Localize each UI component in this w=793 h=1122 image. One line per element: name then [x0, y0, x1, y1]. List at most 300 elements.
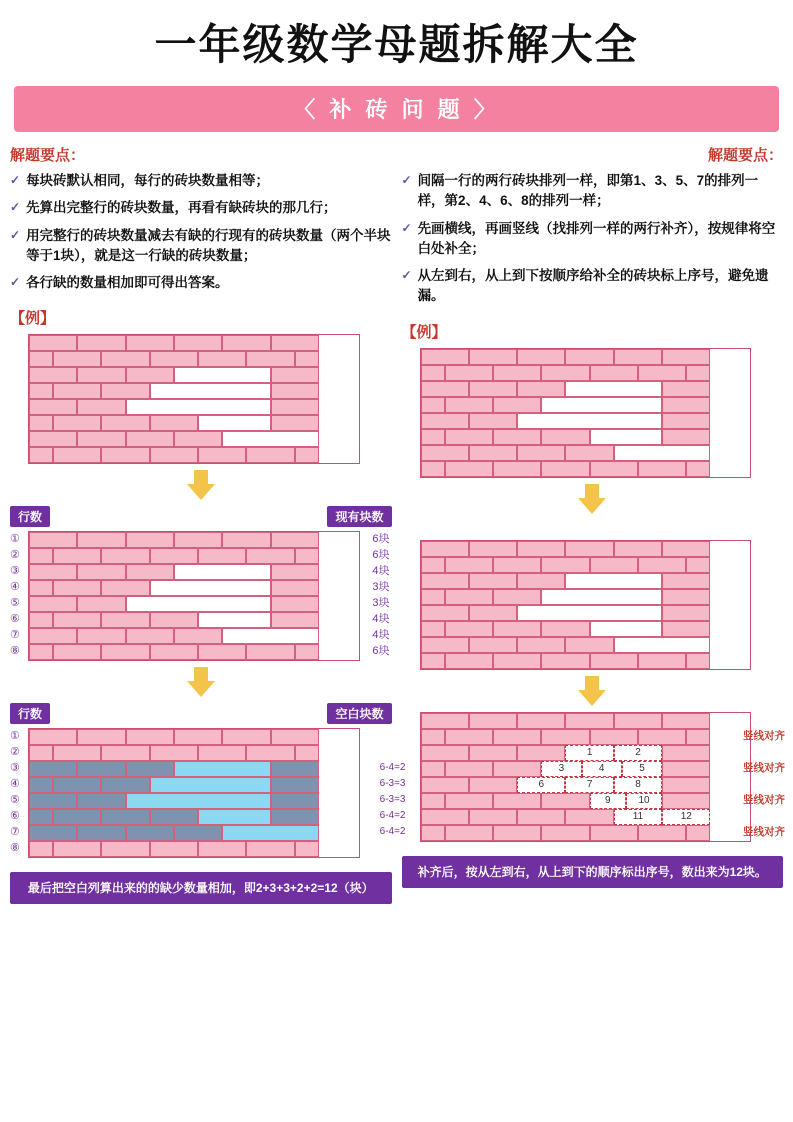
right-wall-numbered — [420, 712, 752, 842]
brick — [686, 653, 710, 669]
brick — [271, 809, 319, 825]
brick — [590, 653, 638, 669]
brick — [493, 793, 541, 809]
brick-row — [421, 541, 751, 557]
brick — [77, 825, 125, 841]
brick — [126, 628, 174, 644]
brick — [271, 580, 319, 596]
brick — [493, 429, 541, 445]
brick — [101, 447, 149, 463]
brick — [614, 349, 662, 365]
brick — [686, 729, 710, 745]
brick-row — [29, 335, 359, 351]
brick — [638, 461, 686, 477]
brick-row — [29, 596, 359, 612]
brick — [421, 349, 469, 365]
brick — [222, 532, 270, 548]
brick — [53, 447, 101, 463]
brick — [445, 397, 493, 413]
brick — [590, 365, 638, 381]
brick — [174, 532, 222, 548]
brick-row — [421, 429, 751, 445]
brick — [469, 777, 517, 793]
row-number: ① — [10, 533, 20, 546]
brick-row — [29, 580, 359, 596]
brick — [198, 644, 246, 660]
brick — [101, 809, 149, 825]
align-note: 竖线对齐 — [743, 729, 785, 742]
brick — [126, 761, 174, 777]
row-number: ② — [10, 746, 20, 759]
brick-gap — [174, 564, 271, 580]
brick — [493, 729, 541, 745]
brick — [295, 447, 319, 463]
left-equations — [380, 760, 406, 840]
brick — [271, 729, 319, 745]
left-labels-2 — [10, 703, 392, 724]
brick — [421, 557, 445, 573]
arrow-stem — [194, 470, 208, 484]
right-wall-horizontal-lines — [420, 540, 752, 670]
brick-gap — [198, 612, 271, 628]
brick — [517, 573, 565, 589]
brick — [421, 793, 445, 809]
brick — [101, 415, 149, 431]
right-keypoints-heading: 解题要点： — [707, 147, 783, 164]
brick — [29, 777, 53, 793]
brick-row — [421, 621, 751, 637]
brick — [421, 745, 469, 761]
brick — [295, 841, 319, 857]
brick — [541, 729, 589, 745]
row-number: ③ — [10, 565, 20, 578]
brick-filled-numbered: 7 — [565, 777, 613, 793]
brick — [421, 653, 445, 669]
left-wall-highlight — [28, 728, 360, 858]
brick-filled-numbered: 2 — [614, 745, 662, 761]
brick — [421, 621, 445, 637]
brick — [53, 580, 101, 596]
brick — [271, 367, 319, 383]
brick — [421, 825, 445, 841]
brick-filled-numbered: 12 — [662, 809, 710, 825]
brick — [493, 397, 541, 413]
brick — [445, 557, 493, 573]
brick — [638, 557, 686, 573]
brick — [150, 809, 198, 825]
check-icon: ✓ — [10, 173, 21, 187]
brick — [29, 335, 77, 351]
brick-gap — [517, 413, 662, 429]
brick — [421, 605, 469, 621]
content-columns — [0, 132, 793, 904]
brick — [77, 564, 125, 580]
brick — [77, 729, 125, 745]
brick — [421, 429, 445, 445]
row-count-tag-2: 行数 — [10, 703, 50, 724]
brick-gap — [198, 415, 271, 431]
brick — [222, 729, 270, 745]
list-item — [10, 226, 392, 267]
brick — [421, 777, 469, 793]
arrow-head-icon — [187, 681, 215, 697]
brick — [29, 612, 53, 628]
brick — [271, 777, 319, 793]
brick — [421, 461, 445, 477]
brick — [174, 825, 222, 841]
brick-row — [421, 713, 751, 729]
brick — [29, 644, 53, 660]
brick — [198, 548, 246, 564]
brick — [29, 809, 53, 825]
brick — [421, 713, 469, 729]
left-column — [10, 144, 406, 904]
brick — [53, 415, 101, 431]
brick-filled-numbered: 4 — [582, 761, 622, 777]
title-section — [0, 0, 793, 76]
brick — [614, 541, 662, 557]
brick — [686, 825, 710, 841]
brick — [469, 541, 517, 557]
left-labels-1 — [10, 506, 392, 527]
brick — [469, 413, 517, 429]
brick — [77, 628, 125, 644]
row-number: ⑦ — [10, 826, 20, 839]
brick — [662, 713, 710, 729]
brick-row — [421, 637, 751, 653]
brick — [77, 399, 125, 415]
brick — [150, 548, 198, 564]
brick — [101, 383, 149, 399]
brick — [150, 841, 198, 857]
left-row-numbers-2 — [10, 728, 20, 856]
row-count-tag: 行数 — [10, 506, 50, 527]
right-wall-1-wrap — [420, 348, 752, 478]
brick — [29, 415, 53, 431]
brick — [29, 793, 77, 809]
brick — [126, 367, 174, 383]
row-brick-count: 3块 — [372, 597, 390, 610]
check-icon: ✓ — [10, 275, 21, 289]
row-equation: 6-4=2 — [379, 826, 406, 838]
brick — [150, 447, 198, 463]
brick — [421, 729, 445, 745]
brick — [686, 557, 710, 573]
brick — [271, 761, 319, 777]
brick — [53, 841, 101, 857]
brick — [101, 580, 149, 596]
list-item — [10, 171, 392, 191]
brick — [421, 589, 445, 605]
row-number: ⑤ — [10, 597, 20, 610]
brick — [662, 349, 710, 365]
brick-row — [421, 729, 751, 745]
brick — [271, 564, 319, 580]
brick-row — [29, 628, 359, 644]
row-equation: 6-4=2 — [379, 762, 406, 774]
brick-row — [421, 761, 751, 777]
row-equation: 6-4=2 — [379, 810, 406, 822]
brick — [246, 351, 294, 367]
brick — [295, 745, 319, 761]
brick — [222, 825, 319, 841]
brick — [246, 841, 294, 857]
brick — [662, 589, 710, 605]
brick — [445, 653, 493, 669]
brick — [541, 621, 589, 637]
brick — [445, 761, 493, 777]
left-row-numbers — [10, 531, 20, 659]
brick — [662, 573, 710, 589]
brick — [517, 541, 565, 557]
brick — [271, 793, 319, 809]
brick — [271, 415, 319, 431]
brick — [493, 557, 541, 573]
brick — [53, 612, 101, 628]
brick-row — [29, 351, 359, 367]
brick — [469, 445, 517, 461]
blank-count-tag: 空白块数 — [327, 703, 391, 724]
brick — [662, 745, 710, 761]
brick — [541, 793, 589, 809]
check-icon: ✓ — [401, 173, 412, 187]
arrow-head-icon — [578, 498, 606, 514]
brick — [662, 605, 710, 621]
brick — [565, 637, 613, 653]
brick-row — [421, 445, 751, 461]
brick — [421, 381, 469, 397]
brick — [126, 335, 174, 351]
brick-gap — [222, 431, 319, 447]
brick-gap — [174, 367, 271, 383]
left-keypoints-list — [10, 171, 392, 293]
brick — [421, 413, 469, 429]
brick — [126, 729, 174, 745]
brick — [101, 644, 149, 660]
brick — [541, 429, 589, 445]
right-column — [402, 144, 784, 904]
brick-row — [29, 825, 359, 841]
brick-row — [421, 809, 751, 825]
brick — [590, 729, 638, 745]
brick — [662, 381, 710, 397]
row-number: ⑧ — [10, 842, 20, 855]
left-note: 最后把空白列算出来的的缺少数量相加，即2+3+3+2+2=12（块） — [10, 872, 392, 904]
brick-row — [29, 793, 359, 809]
brick — [53, 809, 101, 825]
brick — [29, 564, 77, 580]
check-icon: ✓ — [401, 268, 412, 282]
check-icon: ✓ — [10, 227, 21, 242]
keypoint-text: 间隔一行的两行砖块排列一样，即第1、3、5、7的排列一样，第2、4、6、8的排列一样； — [417, 173, 759, 209]
brick — [198, 745, 246, 761]
brick — [101, 351, 149, 367]
brick — [445, 429, 493, 445]
brick — [295, 644, 319, 660]
brick — [271, 335, 319, 351]
brick — [174, 335, 222, 351]
brick — [53, 745, 101, 761]
brick — [126, 564, 174, 580]
brick — [29, 825, 77, 841]
brick — [198, 841, 246, 857]
brick — [150, 415, 198, 431]
brick — [77, 431, 125, 447]
existing-count-tag: 现有块数 — [327, 506, 391, 527]
row-number: ③ — [10, 762, 20, 775]
list-item — [402, 219, 784, 260]
brick-row — [421, 605, 751, 621]
brick — [174, 761, 271, 777]
brick — [295, 351, 319, 367]
brick — [271, 612, 319, 628]
brick — [174, 431, 222, 447]
brick — [246, 644, 294, 660]
brick-gap — [565, 381, 662, 397]
brick-row — [421, 365, 751, 381]
align-note: 竖线对齐 — [743, 793, 785, 806]
brick — [198, 351, 246, 367]
brick-row — [29, 729, 359, 745]
brick-gap — [565, 573, 662, 589]
brick — [493, 761, 541, 777]
brick — [517, 381, 565, 397]
brick-row — [29, 745, 359, 761]
brick-filled-numbered: 10 — [626, 793, 662, 809]
left-example-label: 【例】 — [10, 310, 56, 328]
check-icon: ✓ — [401, 220, 412, 235]
brick-row — [421, 461, 751, 477]
row-number: ⑧ — [10, 645, 20, 658]
brick-gap — [541, 589, 662, 605]
list-item — [402, 171, 784, 212]
brick — [271, 532, 319, 548]
brick-row — [29, 367, 359, 383]
brick — [469, 381, 517, 397]
brick-row — [29, 548, 359, 564]
brick — [53, 644, 101, 660]
brick-row — [29, 644, 359, 660]
brick — [126, 793, 271, 809]
right-keypoints-list — [402, 171, 784, 307]
brick — [29, 580, 53, 596]
row-number: ⑥ — [10, 613, 20, 626]
brick — [469, 745, 517, 761]
brick — [541, 365, 589, 381]
brick — [53, 548, 101, 564]
brick — [174, 628, 222, 644]
brick — [517, 445, 565, 461]
right-wall-3-wrap — [420, 712, 785, 842]
brick — [541, 557, 589, 573]
left-wall-original — [28, 334, 360, 464]
brick-row — [29, 415, 359, 431]
brick — [469, 349, 517, 365]
brick — [77, 367, 125, 383]
keypoint-text: 各行缺的数量相加即可得出答案。 — [26, 275, 229, 290]
brick — [662, 413, 710, 429]
arrow-3 — [402, 484, 784, 514]
brick-gap — [150, 383, 271, 399]
brick — [53, 777, 101, 793]
brick — [421, 541, 469, 557]
brick — [541, 653, 589, 669]
brick — [517, 349, 565, 365]
brick — [445, 793, 493, 809]
brick — [517, 745, 565, 761]
subtitle-text: 〈 补 砖 问 题 〉 — [293, 97, 500, 122]
row-number: ② — [10, 549, 20, 562]
brick — [77, 761, 125, 777]
brick — [493, 653, 541, 669]
brick — [445, 589, 493, 605]
row-brick-count: 4块 — [372, 565, 390, 578]
brick — [421, 573, 469, 589]
brick-row — [29, 612, 359, 628]
arrow-head-icon — [187, 484, 215, 500]
brick-gap — [590, 429, 663, 445]
brick-row — [421, 825, 751, 841]
brick-gap — [126, 596, 271, 612]
brick — [53, 383, 101, 399]
brick — [126, 532, 174, 548]
brick — [517, 809, 565, 825]
brick-row — [29, 777, 359, 793]
row-brick-count: 3块 — [372, 581, 390, 594]
row-equation: 6-3=3 — [379, 794, 406, 806]
brick — [662, 429, 710, 445]
brick-gap — [222, 628, 319, 644]
brick — [77, 596, 125, 612]
brick-filled-numbered: 5 — [622, 761, 662, 777]
subtitle-banner — [14, 86, 779, 132]
brick-row — [421, 381, 751, 397]
arrow-4 — [402, 676, 784, 706]
brick-row — [29, 431, 359, 447]
brick — [29, 628, 77, 644]
brick — [662, 397, 710, 413]
brick-gap — [126, 399, 271, 415]
brick — [174, 729, 222, 745]
brick — [469, 605, 517, 621]
brick — [686, 461, 710, 477]
brick — [590, 461, 638, 477]
left-wall-counted — [28, 531, 360, 661]
brick — [77, 793, 125, 809]
list-item — [10, 273, 392, 293]
brick — [53, 351, 101, 367]
brick — [126, 825, 174, 841]
brick — [565, 713, 613, 729]
brick — [493, 589, 541, 605]
brick — [246, 548, 294, 564]
check-icon: ✓ — [10, 200, 21, 215]
row-brick-count: 6块 — [372, 549, 390, 562]
brick — [77, 532, 125, 548]
brick — [662, 793, 710, 809]
brick — [29, 532, 77, 548]
brick-row — [29, 399, 359, 415]
brick-row — [421, 793, 751, 809]
brick — [29, 745, 53, 761]
row-number: ① — [10, 730, 20, 743]
brick-row — [421, 397, 751, 413]
align-note: 竖线对齐 — [743, 761, 785, 774]
brick — [150, 612, 198, 628]
brick — [29, 383, 53, 399]
brick — [29, 399, 77, 415]
brick — [493, 621, 541, 637]
